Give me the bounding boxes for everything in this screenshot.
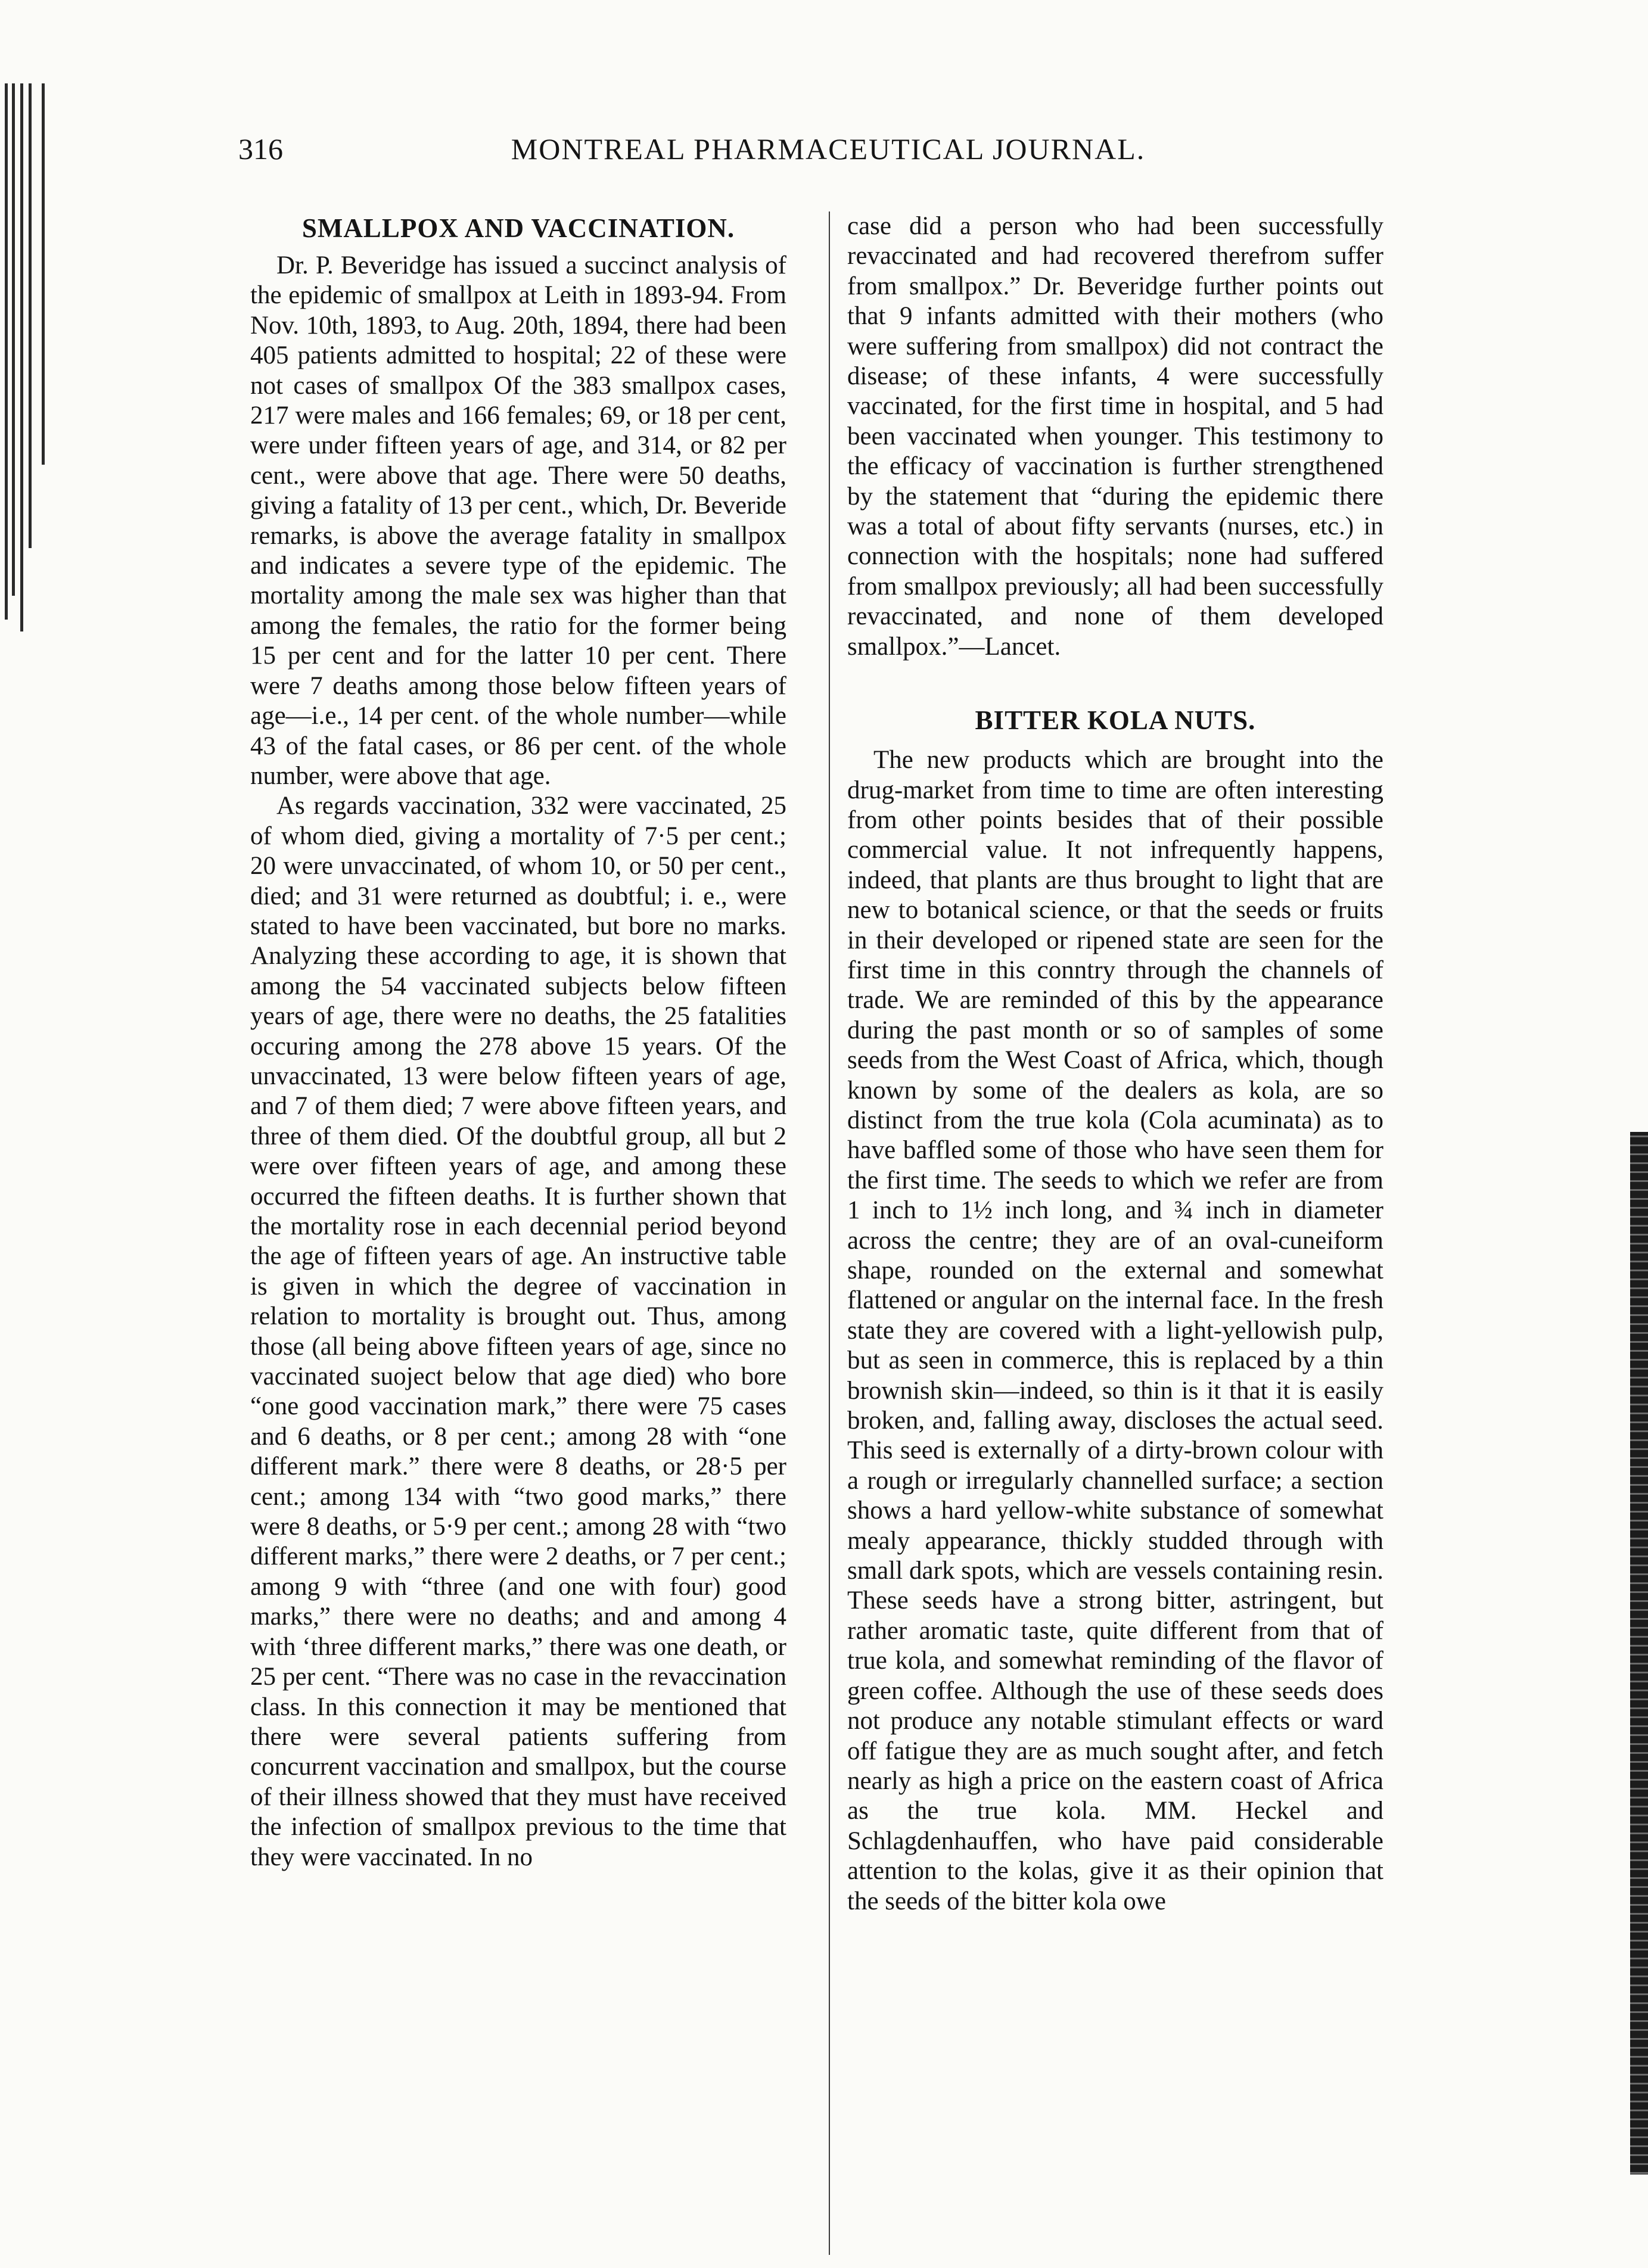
smallpox-paragraph-1: Dr. P. Beveridge has issued a succinct analysis of the epidemic of smallpox at Leith in 1893-94. From Nov. 10th, 1893, to Aug. 20th, 1894, there had been 405 patients admitted to hospital; 22 of these were not cases of smallpox Of the 383 smallpox cases, 217 were males and 166 females; 69, or 18 per cent, were under fifteen years of age, and 314, or 82 per cent., were above that age. There were 50 deaths, giving a fatality of 13 per cent., which, Dr. Beveride remarks, is above the average fatality in smallpox and indicates a severe type of the epidemic. The mortality among the male sex was higher than that among the females, the ratio for the former being 15 per cent and for the latter 10 per cent. There were 7 deaths among those below fifteen years of age—i.e., 14 per cent. of the whole number—while 43 of the fatal cases, or 86 per cent. of the whole number, were above that age. (250, 251, 786, 790)
kola-heading: BITTER KOLA NUTS. (975, 705, 1256, 736)
running-head (238, 125, 1418, 173)
binding-edge-marks (0, 83, 54, 631)
column-divider (829, 211, 830, 2255)
kola-paragraph-1: The new products which are brought into the drug-market from time to time are often interesting from other points besides that of their possible commercial value. It not infrequently happens, indeed, that plants are thus brought to light that are new to botanical science, or that the seeds or fruits in their developed or ripened state are seen for the first time in this conntry through the channels of trade. We are reminded of this by the appearance during the past month or so of samples of some seeds from the West Coast of Africa, which, though known by some of the dealers as kola, are so distinct from the true kola (Cola acuminata) as to have baffled some of those who have seen them for the first time. The seeds to which we refer are from 1 inch to 1½ inch long, and ¾ inch in diameter across the centre; they are of an oval-cuneiform shape, rounded on the external and somewhat flattened or angular on the internal face. In the fresh state they are covered with a light-yellowish pulp, but as seen in commerce, this is replaced by a thin brownish skin—indeed, so thin is it that it is easily broken, and, falling away, discloses the actual seed. This seed is externally of a dirty-brown colour with a rough or irregularly channelled surface; a section shows a hard yellow-white substance of somewhat mealy appearance, thickly studded through with small dark spots, which are vessels containing resin. These seeds have a strong bitter, astringent, but rather aromatic taste, quite different from that of true kola, and somewhat reminding of the flavor of green coffee. Although the use of these seeds does not produce any notable stimulant effects or ward off fatigue they are as much sought after, and fetch nearly as high a price on the eastern coast of Africa as the true kola. MM. Heckel and Schlagdenhauffen, who have paid considerable attention to the kolas, give it as their opinion that the seeds of the bitter kola owe (847, 746, 1383, 1915)
journal-title: MONTREAL PHARMACEUTICAL JOURNAL. (511, 132, 1146, 166)
smallpox-continuation: case did a person who had been successfully revaccinated and had recovered therefrom suffer from smallpox.” Dr. Beveridge further points out that 9 infants admitted with their mothers (who were suffering from smallpox) did not contract the disease; of these infants, 4 were successfully vaccinated, for the first time in hospital, and 5 had been vaccinated when younger. This testimony to the efficacy of vaccination is further strengthened by the statement that “during the epidemic there was a total of about fifty servants (nurses, etc.) in connection with the hospitals; none had suffered from smallpox previously; all had been successfully revaccinated, and none of them developed smallpox.”—Lancet. (847, 212, 1383, 661)
right-column (847, 211, 1383, 1917)
page-number: 316 (238, 132, 283, 166)
smallpox-paragraph-2: As regards vaccination, 332 were vaccinated, 25 of whom died, giving a mortality of 7·5 per cent.; 20 were unvaccinated, of whom 10, or 50 per cent., died; and 31 were returned as doubtful; i. e., were stated to have been vaccinated, but bore no marks. Analyzing these according to age, it is shown that among the 54 vaccinated subjects below fifteen years of age, there were no deaths, the 25 fatalities occuring among the 278 above 15 years. Of the unvaccinated, 13 were below fifteen years of age, and 7 of them died; 7 were above fifteen years, and three of them died. Of the doubtful group, all but 2 were over fifteen years of age, and among these occurred the fifteen deaths. It is further shown that the mortality rose in each decennial period beyond the age of fifteen years of age. An instructive table is given in which the degree of vaccination in relation to mortality is brought out. Thus, among those (all being above fifteen years of age, since no vaccinated suoject below that age died) who bore “one good vaccination mark,” there were 75 cases and 6 deaths, or 8 per cent.; among 28 with “one different mark.” there were 8 deaths, or 28·5 per cent.; among 134 with “two good marks,” there were 8 deaths, or 5·9 per cent.; among 28 with “two different marks,” there were 2 deaths, or 7 per cent.; among 9 with “three (and one with four) good marks,” there were no deaths; and and among 4 with ‘three different marks,” there was one death, or 25 per cent. “There was no case in the revaccination class. In this connection it may be mentioned that there were several patients suffering from concurrent vaccination and smallpox, but the course of their illness showed that they must have received the infection of smallpox previous to the time that they were vaccinated. In no (250, 792, 786, 1871)
left-column (250, 211, 786, 1872)
scan-edge-marks (1630, 1132, 1648, 2174)
smallpox-heading: SMALLPOX AND VACCINATION. (301, 213, 735, 243)
